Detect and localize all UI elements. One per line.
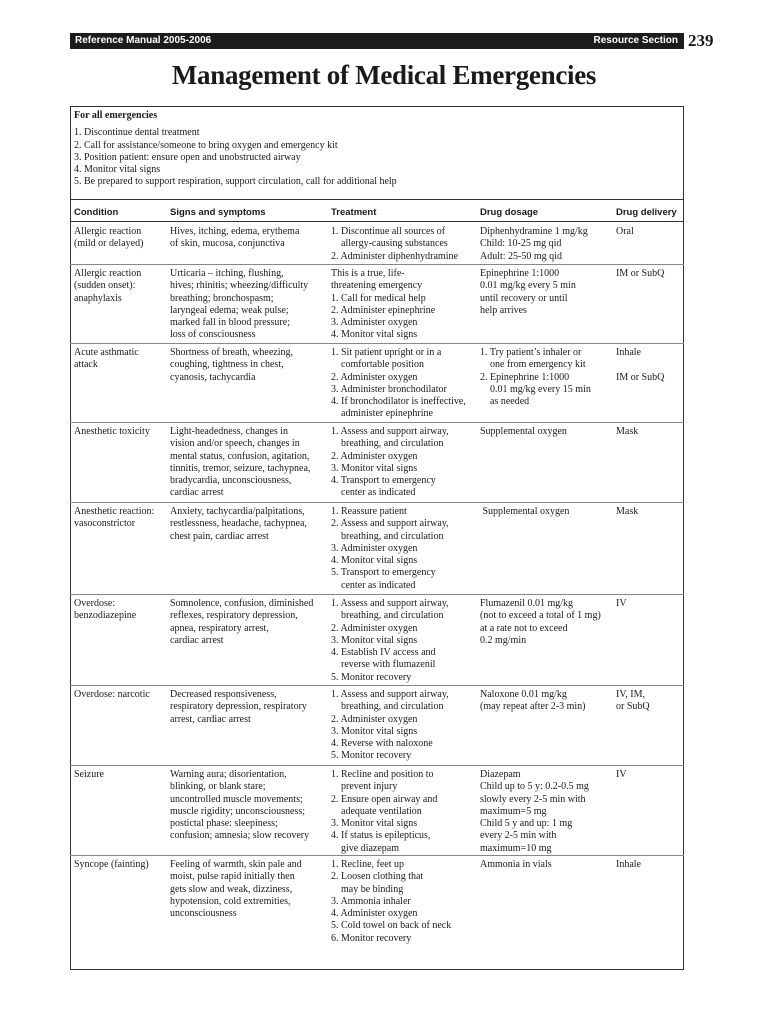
table-row (70, 855, 684, 948)
cell-condition: Allergic reaction (sudden onset): anaphylaxis (74, 268, 142, 304)
all-emergencies-step: 2. Call for assistance/someone to bring oxygen and emergency kit (74, 139, 338, 151)
table-row (70, 594, 684, 685)
cell-signs: Warning aura; disorientation, blinking, or blank stare; uncontrolled muscle movements; muscle rigidity; unconsciousness; postictal phase: sleepiness; confusion; amnesia; slow recovery (170, 769, 310, 842)
cell-dosage: Ammonia in vials (480, 859, 552, 870)
table-row (70, 422, 684, 502)
cell-signs: Urticaria – itching, flushing, hives; rhinitis; wheezing/difficulty breathing; bronchospasm; laryngeal edema; weak pulse; marked fall in blood pressure; loss of consciousness (170, 268, 309, 341)
cell-condition: Overdose: narcotic (74, 689, 150, 700)
cell-dosage: Supplemental oxygen (480, 506, 570, 517)
running-header (70, 33, 684, 49)
cell-delivery: IM or SubQ (616, 268, 665, 279)
table-row (70, 264, 684, 343)
cell-condition: Acute asthmatic attack (74, 347, 139, 371)
table-row (70, 343, 684, 422)
cell-delivery: Mask (616, 506, 639, 517)
cell-delivery: Mask (616, 426, 639, 437)
cell-dosage: Diazepam Child up to 5 y: 0.2-0.5 mg slowly every 2-5 min with maximum=5 mg Child 5 y and up: 1 mg every 2-5 min with maximum=10 mg (480, 769, 589, 854)
table-row (70, 765, 684, 855)
cell-condition: Anesthetic reaction: vasoconstrictor (74, 506, 155, 530)
cell-treatment: 1. Assess and support airway, breathing, and circulation 2. Administer oxygen 3. Monitor vital signs 4. Establish IV access and reverse with flumazenil 5. Monitor recovery (331, 598, 449, 683)
cell-condition: Seizure (74, 769, 104, 780)
cell-signs: Decreased responsiveness, respiratory depression, respiratory arrest, cardiac arrest (170, 689, 307, 725)
cell-condition: Overdose: benzodiazepine (74, 598, 137, 622)
cell-treatment: 1. Assess and support airway, breathing, and circulation 2. Administer oxygen 3. Monitor vital signs 4. Transport to emergency center as indicated (331, 426, 449, 499)
cell-signs: Anxiety, tachycardia/palpitations, restlessness, headache, tachypnea, chest pain, cardiac arrest (170, 506, 307, 542)
cell-delivery: Inhale IM or SubQ (616, 347, 665, 383)
cell-treatment: 1. Reassure patient 2. Assess and support airway, breathing, and circulation 3. Administer oxygen 4. Monitor vital signs 5. Transport to emergency center as indicated (331, 506, 449, 591)
cell-treatment: 1. Recline and position to prevent injury 2. Ensure open airway and adequate ventilation 3. Monitor vital signs 4. If status is epilepticus, give diazepam (331, 769, 438, 854)
manual-title: Reference Manual 2005-2006 (75, 35, 212, 46)
table-row (70, 685, 684, 765)
cell-delivery: IV, IM, or SubQ (616, 689, 650, 713)
all-emergencies-step: 4. Monitor vital signs (74, 164, 161, 176)
cell-delivery: Oral (616, 226, 634, 237)
table-row (70, 502, 684, 594)
page-number: 239 (688, 31, 714, 50)
cell-signs: Feeling of warmth, skin pale and moist, pulse rapid initially then gets slow and weak, dizziness, hypotension, cold extremities, unconsciousness (170, 859, 302, 920)
cell-treatment: 1. Discontinue all sources of allergy-causing substances 2. Administer diphenhydramine (331, 226, 458, 262)
cell-dosage: Supplemental oxygen (480, 426, 567, 437)
cell-dosage: Naloxone 0.01 mg/kg (may repeat after 2-3 min) (480, 689, 586, 713)
column-header-condition: Condition (74, 207, 119, 218)
cell-delivery: IV (616, 769, 627, 780)
section-name: Resource Section (593, 35, 678, 46)
cell-condition: Anesthetic toxicity (74, 426, 150, 437)
cell-dosage: Flumazenil 0.01 mg/kg (not to exceed a total of 1 mg) at a rate not to exceed 0.2 mg/min (480, 598, 601, 646)
cell-condition: Syncope (fainting) (74, 859, 149, 870)
column-header-treatment: Treatment (331, 207, 377, 218)
all-emergencies-block (74, 110, 397, 189)
all-emergencies-step: 5. Be prepared to support respiration, support circulation, call for additional help (74, 176, 397, 188)
column-header-signs: Signs and symptoms (170, 207, 266, 218)
cell-signs: Somnolence, confusion, diminished reflexes, respiratory depression, apnea, respiratory arrest, cardiac arrest (170, 598, 314, 646)
column-header-dosage: Drug dosage (480, 207, 539, 218)
cell-treatment: 1. Recline, feet up 2. Loosen clothing that may be binding 3. Ammonia inhaler 4. Administer oxygen 5. Cold towel on back of neck 6. Monitor recovery (331, 859, 452, 944)
cell-signs: Hives, itching, edema, erythema of skin, mucosa, conjunctiva (170, 226, 300, 250)
cell-signs: Light-headedness, changes in vision and/or speech, changes in mental status, confusion, agitation, tinnitis, tremor, seizure, tachypnea, bradycardia, unconsciousness, cardiac arrest (170, 426, 311, 499)
all-emergencies-step: 3. Position patient: ensure open and unobstructed airway (74, 151, 301, 163)
section-divider (70, 199, 684, 200)
table-row (70, 222, 684, 264)
column-header-delivery: Drug delivery (616, 207, 677, 218)
all-emergencies-heading: For all emergencies (74, 110, 158, 121)
cell-dosage: Diphenhydramine 1 mg/kg Child: 10-25 mg qid Adult: 25-50 mg qid (480, 226, 588, 262)
cell-delivery: Inhale (616, 859, 641, 870)
cell-treatment: This is a true, life- threatening emergency 1. Call for medical help 2. Administer epinephrine 3. Administer oxygen 4. Monitor vital signs (331, 268, 436, 341)
cell-treatment: 1. Assess and support airway, breathing, and circulation 2. Administer oxygen 3. Monitor vital signs 4. Reverse with naloxone 5. Monitor recovery (331, 689, 449, 762)
cell-signs: Shortness of breath, wheezing, coughing, tightness in chest, cyanosis, tachycardia (170, 347, 294, 383)
cell-delivery: IV (616, 598, 627, 609)
all-emergencies-step: 1. Discontinue dental treatment (74, 127, 200, 139)
cell-condition: Allergic reaction (mild or delayed) (74, 226, 144, 250)
cell-treatment: 1. Sit patient upright or in a comfortable position 2. Administer oxygen 3. Administer bronchodilator 4. If bronchodilator is ineffective, administer epinephrine (331, 347, 466, 420)
cell-dosage: 1. Try patient’s inhaler or one from emergency kit 2. Epinephrine 1:1000 0.01 mg/kg every 15 min as needed (480, 347, 591, 408)
cell-dosage: Epinephrine 1:1000 0.01 mg/kg every 5 min until recovery or until help arrives (480, 268, 576, 316)
page-title: Management of Medical Emergencies (171, 60, 597, 90)
